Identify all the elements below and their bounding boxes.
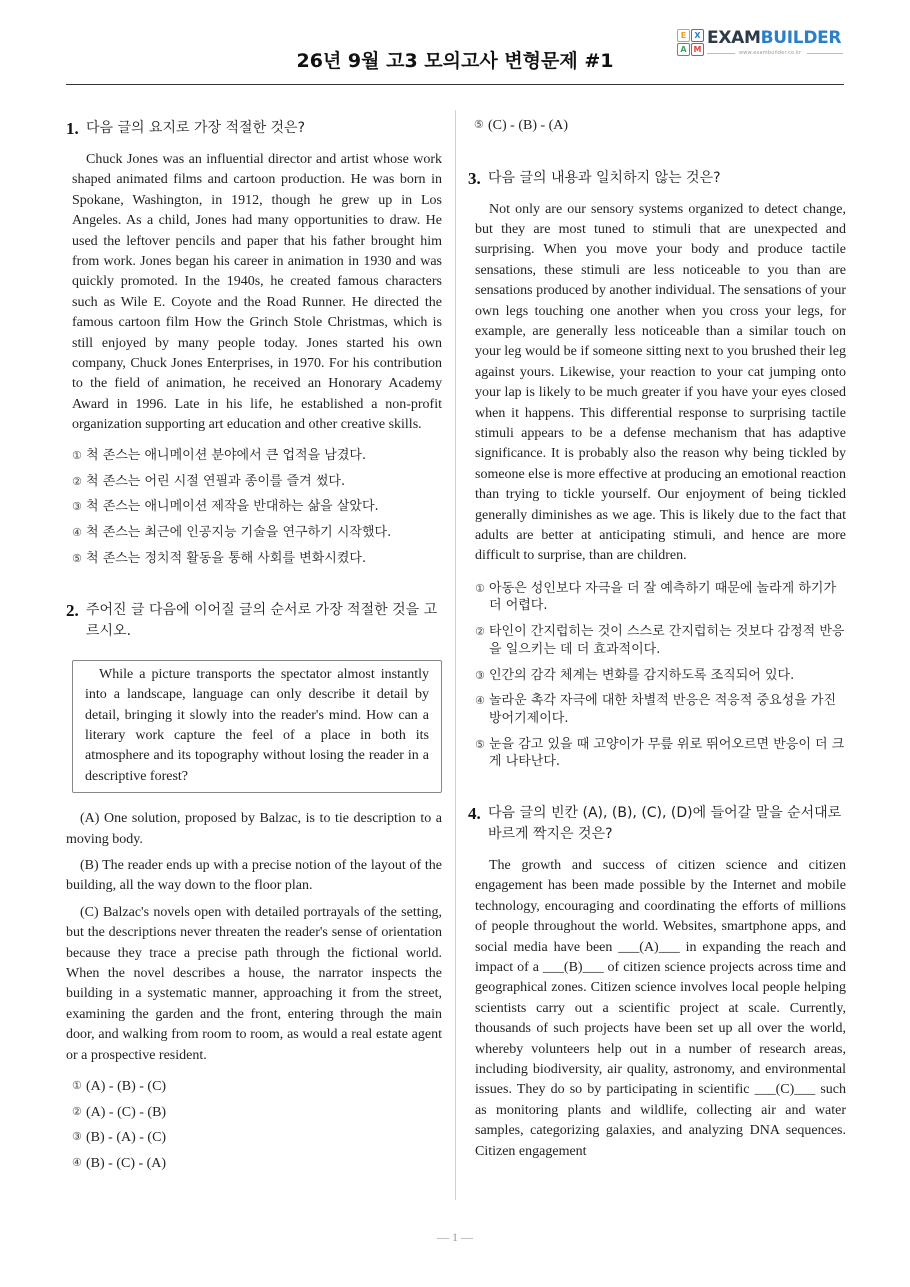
option-mark: ④ (72, 1156, 82, 1169)
option-mark: ① (72, 448, 82, 462)
option-mark: ④ (72, 526, 82, 540)
question-3 (468, 168, 846, 771)
question-2 (66, 600, 442, 1172)
logo-sub-line (807, 53, 843, 54)
question-prompt: 다음 글의 내용과 일치하지 않는 것은? (488, 169, 721, 186)
logo-wordmark (707, 28, 841, 48)
question-4 (468, 803, 846, 1162)
question-2-paragraphs (66, 809, 442, 1066)
question-number: 1. (66, 119, 79, 138)
option-mark: ④ (475, 694, 485, 708)
option-1[interactable] (72, 447, 442, 465)
option-4[interactable] (475, 692, 846, 727)
option-text: 타인이 간지럽히는 것이 스스로 간지럽히는 것보다 감정적 반응을 일으키는 데 더 효과적이다. (489, 624, 845, 657)
logo-cell-e: E (677, 29, 690, 42)
option-mark: ⑤ (474, 119, 484, 131)
option-2[interactable] (475, 623, 846, 658)
logo-cell-a: A (677, 43, 690, 56)
question-3-options (475, 580, 846, 771)
option-mark: ② (475, 625, 485, 639)
option-text: 척 존스는 최근에 인공지능 기술을 연구하기 시작했다. (86, 525, 392, 541)
option-text: 눈을 감고 있을 때 고양이가 무릎 위로 뛰어오르면 반응이 더 크게 나타난다. (489, 736, 845, 770)
question-2-header (66, 600, 442, 642)
option-5[interactable] (475, 736, 846, 771)
question-number: 3. (468, 168, 481, 188)
paragraph-a: (A) One solution, proposed by Balzac, is to tie description to a moving body. (66, 811, 442, 847)
option-mark: ③ (72, 500, 82, 514)
question-3-passage: Not only are our sensory systems organized to detect change, but they are most tuned to stimuli that are unexpected and surprising. When you move your body and produce tactile sensations, these stimuli are less noticeable to you than are sensations produced by another individual. The sensations of your own legs touching one another when you cross your legs, for example, are generally less noticeable than a similar touch on your leg would be if someone sitting next to you brushed their leg against yours. Likewise, your reaction to your cat jumping onto your lap is likely to be much greater if you have your eyes closed when it happens. This differential response to surprising tactile stimuli appears to be a defense mechanism that has adaptive significance. It is probably also the reason why being tickled by someone else is more effective at producing an emotional reaction than trying to tickle yourself. Our enjoyment of being tickled generally diminishes as we age. This is likely due to the fact that adults are better at anticipating stimuli, and hence are more difficult to surprise, than are children. (475, 201, 846, 564)
right-column (468, 110, 846, 1162)
option-text: 인간의 감각 체계는 변화를 감지하도록 조직되어 있다. (489, 667, 795, 683)
option-1[interactable] (475, 580, 846, 615)
option-text: (A) - (C) - (B) (86, 1104, 167, 1120)
question-3-header (468, 168, 846, 189)
option-4[interactable] (72, 1155, 442, 1173)
question-1-header (66, 118, 442, 139)
logo-cell-x: X (691, 29, 704, 42)
option-text: (B) - (A) - (C) (86, 1130, 167, 1146)
option-mark: ⑤ (72, 552, 82, 566)
option-mark: ③ (72, 1131, 82, 1144)
given-passage: While a picture transports the spectator almost instantly into a landscape, language can only describe it detail by detail, bringing it slowly into the reader's mind. How can a literary work capture the feel of a place in both its atmosphere and its topography without losing the reader in a descriptive forest? (85, 666, 429, 784)
option-3[interactable] (475, 667, 846, 685)
option-text: 척 존스는 어린 시절 연필과 종이를 즐겨 썼다. (86, 473, 346, 489)
logo-cell-m: M (691, 43, 704, 56)
left-column (66, 110, 442, 1172)
option-2[interactable] (72, 473, 442, 491)
question-number: 2. (66, 600, 79, 620)
question-prompt: 주어진 글 다음에 이어질 글의 순서로 가장 적절한 것을 고르시오. (86, 601, 438, 639)
logo-url: www.exambuilder.co.kr (739, 50, 802, 56)
option-mark: ① (72, 1080, 82, 1093)
paragraph-b: (B) The reader ends up with a precise notion of the layout of the building, all the way down to the floor plan. (66, 858, 442, 894)
option-text: (A) - (B) - (C) (86, 1079, 167, 1095)
option-mark: ⑤ (475, 737, 485, 751)
option-5[interactable] (474, 117, 846, 135)
option-mark: ② (72, 1105, 82, 1118)
header-divider (66, 84, 844, 85)
exambuilder-logo (677, 28, 847, 60)
option-3[interactable] (72, 1129, 442, 1147)
option-text: 놀라운 촉각 자극에 대한 차별적 반응은 적응적 중요성을 가진 방어기제이다. (489, 693, 837, 726)
question-2-options-continued (474, 117, 846, 135)
option-mark: ② (72, 474, 82, 488)
page-number: — 1 — (437, 1230, 473, 1244)
option-mark: ① (475, 581, 485, 595)
option-4[interactable] (72, 524, 442, 542)
column-divider (455, 110, 456, 1200)
option-text: 척 존스는 애니메이션 제작을 반대하는 삶을 살았다. (86, 499, 379, 515)
question-1 (66, 118, 442, 568)
question-prompt: 다음 글의 빈칸 (A), (B), (C), (D)에 들어갈 말을 순서대로 바르게 짝지은 것은? (488, 804, 842, 842)
option-text: 척 존스는 애니메이션 분야에서 큰 업적을 남겼다. (86, 447, 367, 463)
option-text: (C) - (B) - (A) (488, 118, 569, 133)
option-1[interactable] (72, 1078, 442, 1096)
question-2-options (72, 1078, 442, 1172)
question-number: 4. (468, 803, 481, 823)
option-mark: ③ (475, 668, 485, 682)
option-2[interactable] (72, 1104, 442, 1122)
question-1-passage: Chuck Jones was an influential director and artist whose work shaped animated films and cartoon production. He was born in Spokane, Washington, in 1912, though he grew up in Los Angeles. As a child, Jones had many opportunities to draw. He used the leftover pencils and paper that his father brought him from work. Jones began his career in animation in 1930 and was quickly promoted. In the 1940s, he created famous characters such as Wile E. Coyote and the Road Runner. He directed the famous cartoon film How the Grinch Stole Christmas, which is still enjoyed by many people today. Jones started his own company, Chuck Jones Enterprises, in 1970. For his contribution to the field of animation, he received an Honorary Academy Award in 1996. Late in his life, he established a non-profit organization supporting art education and other creative skills. (72, 152, 442, 433)
option-3[interactable] (72, 498, 442, 516)
logo-word-builder: BUILDER (760, 28, 842, 48)
paragraph-c: (C) Balzac's novels open with detailed portrayals of the setting, but the descriptions never threaten the reader's sense of orientation because they trace a precise path through the fictional world. When the novel describes a house, the narrator inspects the building in a systematic manner, approaching it from the street, examining the garden and the front, entering through the main door, and walking from room to room, as would a real estate agent or a prospective resident. (66, 904, 442, 1063)
option-text: (B) - (C) - (A) (86, 1155, 167, 1171)
option-5[interactable] (72, 550, 442, 568)
page-title: 26년 9월 고3 모의고사 변형문제 #1 (296, 50, 614, 72)
option-text: 척 존스는 정치적 활동을 통해 사회를 변화시켰다. (86, 551, 367, 567)
question-1-options (72, 447, 442, 568)
question-prompt: 다음 글의 요지로 가장 적절한 것은? (86, 120, 306, 136)
logo-word-exam: EXAM (707, 28, 761, 48)
question-4-header (468, 803, 846, 845)
logo-sub-line (707, 53, 735, 54)
given-passage-box (72, 660, 442, 793)
logo-mark-icon (677, 29, 703, 55)
question-4-passage: The growth and success of citizen science and citizen engagement has been made possible by the Internet and mobile technology, encouraging and coordinating the efforts of millions of people throughout the world. Websites, smartphone apps, and social media have been ___(A)___ in expanding the reach and impact of a ___(B)___ of citizen science projects across time and geographical zones. Citizen science involves local people helping scientists carry out a scientific project at scale. Currently, thousands of such projects have been set up all over the world, whereby volunteers help out in a number of research areas, including biodiversity, air quality, astronomy, and environmental issues. They do so by participating in scientific ___(C)___ such as monitoring plants and wildlife, collecting air and water samples, categorizing galaxies, and analyzing DNA sequences. Citizen engagement (475, 857, 846, 1159)
option-text: 아동은 성인보다 자극을 더 잘 예측하기 때문에 놀라게 하기가 더 어렵다. (489, 580, 837, 614)
